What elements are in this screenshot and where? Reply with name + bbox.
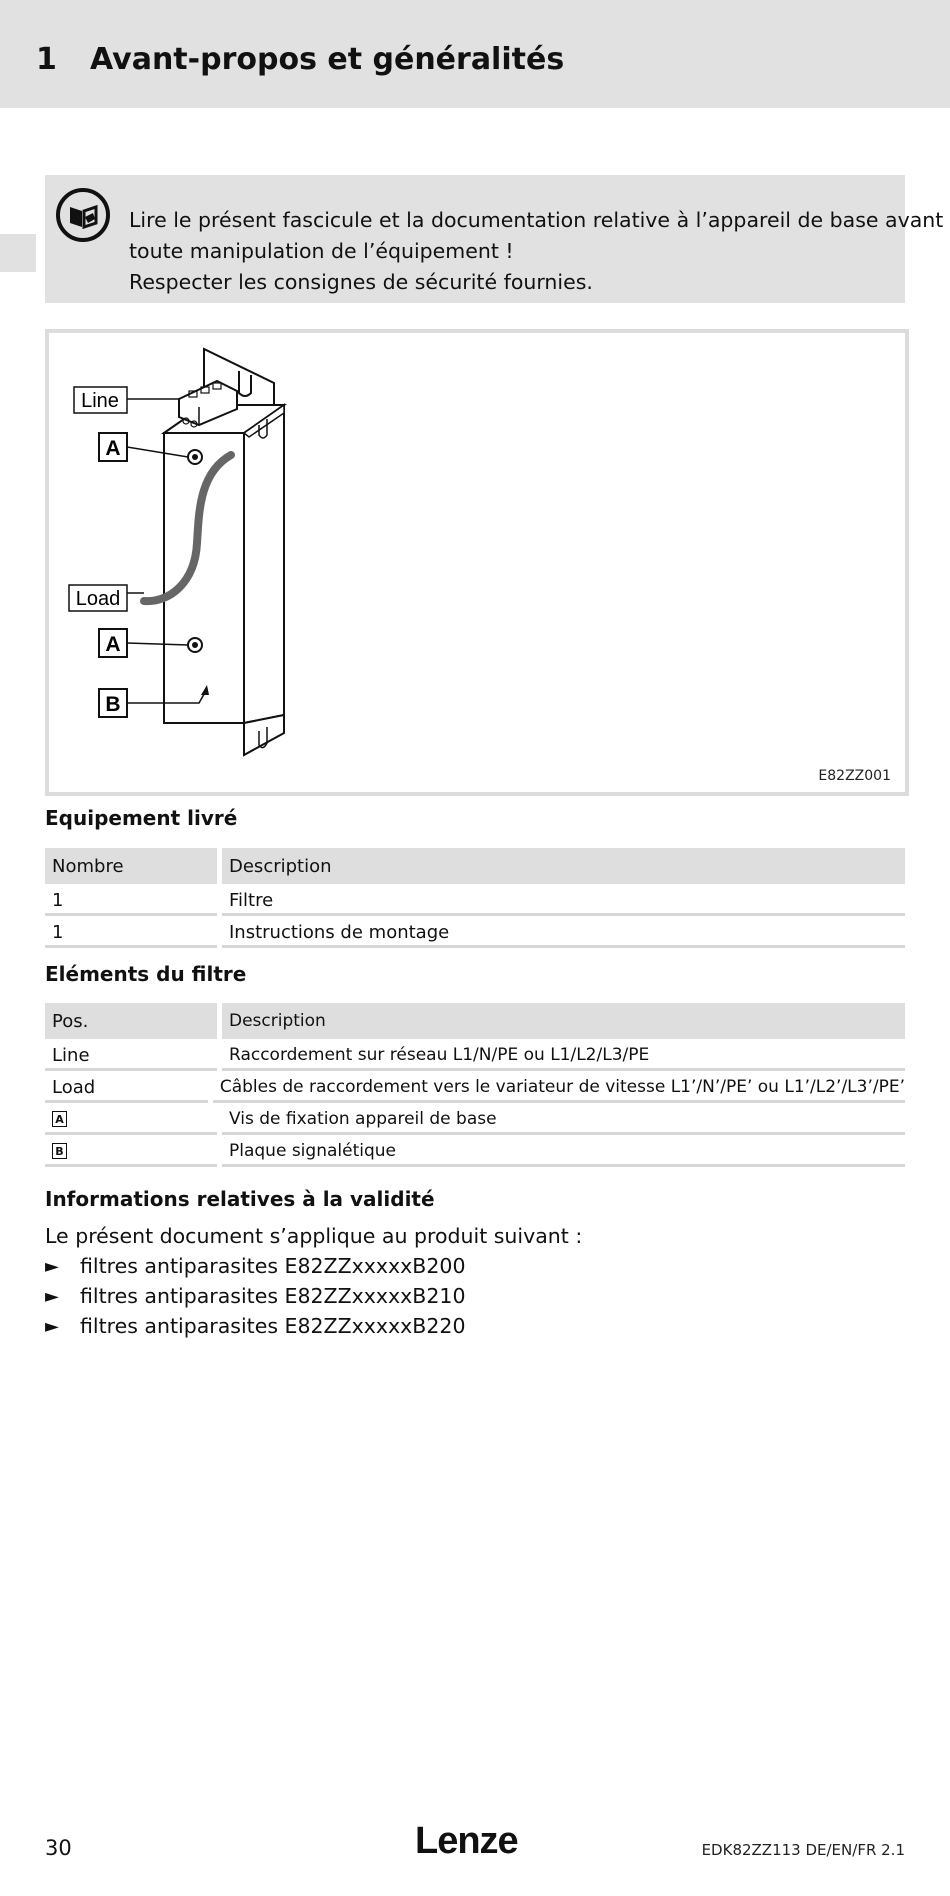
pos-cell: Load <box>45 1074 208 1103</box>
desc-cell: Instructions de montage <box>222 919 905 948</box>
label-a-top: A <box>105 437 121 460</box>
list-item <box>45 1311 466 1341</box>
chapter-title: Avant-propos et généralités <box>90 42 565 77</box>
list-item-text: filtres antiparasites E82ZZxxxxxB200 <box>80 1254 466 1278</box>
bullet-icon: ► <box>45 1315 59 1337</box>
pos-b-box: B <box>52 1143 67 1159</box>
list-item <box>45 1251 466 1281</box>
table-header <box>45 848 905 884</box>
safety-note <box>45 175 944 303</box>
label-load: Load <box>75 588 121 610</box>
delivery-table <box>45 848 905 951</box>
read-manual-icon <box>55 187 111 243</box>
table-row <box>45 919 905 948</box>
column-header: Pos. <box>45 1003 217 1039</box>
bullet-icon: ► <box>45 1255 59 1277</box>
brand-logo: Lenze <box>415 1820 518 1862</box>
pos-cell: Line <box>45 1042 217 1071</box>
product-list <box>45 1251 466 1341</box>
note-text <box>129 205 944 298</box>
filter-figure <box>45 329 909 796</box>
column-header: Description <box>222 848 905 884</box>
elements-heading: Eléments du filtre <box>45 962 247 986</box>
desc-cell: Raccordement sur réseau L1/N/PE ou L1/L2/L3/PE <box>222 1042 905 1071</box>
note-line-1: Lire le présent fascicule et la documentation relative à l’appareil de base avant <box>129 208 944 232</box>
list-item-text: filtres antiparasites E82ZZxxxxxB210 <box>80 1284 466 1308</box>
desc-cell: Vis de fixation appareil de base <box>222 1106 905 1135</box>
note-line-3: Respecter les consignes de sécurité fournies. <box>129 270 593 294</box>
validity-heading: Informations relatives à la validité <box>45 1187 435 1211</box>
table-row <box>45 887 905 916</box>
desc-cell: Filtre <box>222 887 905 916</box>
page-number: 30 <box>45 1836 72 1860</box>
note-line-2: toute manipulation de l’équipement ! <box>129 239 514 263</box>
label-a-bottom: A <box>105 633 121 656</box>
qty-cell: 1 <box>45 887 217 916</box>
desc-cell: Plaque signalétique <box>222 1138 905 1167</box>
table-row <box>45 1042 905 1071</box>
pos-a-box: A <box>52 1111 67 1127</box>
validity-intro: Le présent document s’applique au produit suivant : <box>45 1224 583 1248</box>
list-item-text: filtres antiparasites E82ZZxxxxxB220 <box>80 1314 466 1338</box>
table-row <box>45 1074 905 1103</box>
chapter-number: 1 <box>36 42 57 77</box>
desc-cell: Câbles de raccordement vers le variateur de vitesse L1’/N’/PE’ ou L1’/L2’/L3’/PE’ <box>213 1074 905 1103</box>
pos-cell <box>45 1106 217 1135</box>
document-code: EDK82ZZ113 DE/EN/FR 2.1 <box>701 1841 905 1859</box>
table-row <box>45 1138 905 1167</box>
table-header <box>45 1003 905 1039</box>
column-header: Description <box>222 1003 905 1039</box>
table-row <box>45 1106 905 1135</box>
column-header: Nombre <box>45 848 217 884</box>
delivery-heading: Equipement livré <box>45 806 238 830</box>
pos-cell <box>45 1138 217 1167</box>
elements-table <box>45 1003 905 1170</box>
chapter-side-tab <box>0 234 36 272</box>
qty-cell: 1 <box>45 919 217 948</box>
bullet-icon: ► <box>45 1285 59 1307</box>
chapter-header <box>0 0 950 108</box>
list-item <box>45 1281 466 1311</box>
label-b: B <box>105 693 121 716</box>
filter-drawing <box>49 333 905 792</box>
figure-id: E82ZZ001 <box>818 768 891 784</box>
label-line: Line <box>81 390 119 412</box>
